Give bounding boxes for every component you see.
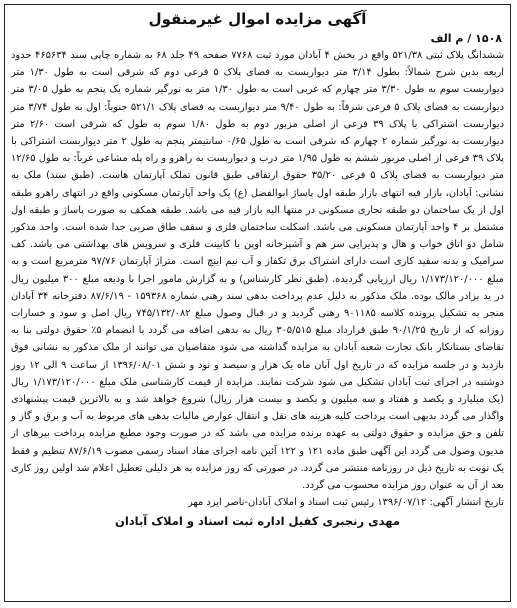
signature-line: مهدی رنجبری کفیل اداره ثبت اسناد و املاک آبادان	[115, 514, 400, 529]
publication-date-line: تاریخ انتشار آگهی: ۱۳۹۶/۰۷/۱۲ رئیس ثبت اسناد و املاک آبادان-ناصر ایزد مهر	[187, 497, 504, 509]
notice-title: آگهی مزایده اموال غیرمنقول	[148, 10, 367, 28]
notice-frame	[4, 4, 511, 602]
notice-body: ششدانگ پلاک ثبتی ۵۲۱/۳۸ واقع در بخش ۴ آبادان مورد ثبت ۷۷۶۸ صفحه ۴۹ جلد ۶۸ به شماره چاپی سند ۴۶۵۶۳۴ حدود اربعه بدین شرح شمالاً: بطول ۳/۱۴ متر دیواربست به فضای پلاک ۵ فرعی دوم که شرقی است به طول ۱/۳۰ متر دیواربست سوم به طول ۳/۳۰ متر چهارم که غربی است به طول ۱/۳۰ متر به نورگیر شماره یک پنجم به طول ۳/۰۵ متر دیواربست به فضای پلاک ۵ فرعی شرقاً: به طول ۹/۴۰ متر دیواربست به فضای پلاک ۵۲۱/۱ جنوباً: اول به طول ۳/۷۴ متر دیواربست اشتراکی با پلاک ۳۹ فرعی از اصلی مزبور دوم به طول ۱/۸۰ سوم به طول که شرقی است ۲/۶۰ متر دیواربست به نورگیر شماره ۲ چهارم که شرقی است به طول ۰/۶۵ سانتیمتر پنجم به طول ۲ متر دیواربست اشتراکی با پلاک ۳۹ فرعی از اصلی مزبور ششم به طول ۱/۹۵ متر درب و دیواربست به راهرو و راه پله مشاعی غرباً: به طول ۱۲/۶۵ متر دیواربست به فضای پلاک ۵ فرعی ۳۵/۲۰ حقوق ارتفاقی طبق قانون تملک آپارتمان هاست. (طبق سند) ملک به نشانی: آبادان، بازار فیه انتهای بازار طبقه اول پاساژ ابوالفضل (ع) یک واحد آپارتمان مسکونی واقع در انتهای راهرو طبقه اول از یک ساختمان دو طبقه تجاری مسکونی در منتها الیه بازار فیه می باشد. طبقه همکف به صورت پاساژ و طبقه اول مشتمل بر ۴ واحد آپارتمان مسکونی می باشد. اسکلت ساختمان فلزی و سقف طاق ضربی جدا شده است. واحد مذکور شامل دو اتاق خواب و هال و پذیرایی سر هم و آشپزخانه اوپن با کابینت فلزی و سرویس های بهداشتی می باشد. کف سرامیک و بدنه سفید کاری است دارای اشتراک برق تکفاز و آب نیم اینچ است. متراژ آپارتمان ۹۷/۷۶ مترمربع است و به مبلغ ۱/۱۷۳/۱۲۰/۰۰۰ ریال ارزیابی گردیده. (طبق نظر کارشناس) و به گزارش مامور اجرا با ودیعه مبلغ ۳۰۰ میلیون ریال در ید بزادر مالک بوده. ملک مذکور به دلیل عدم پرداخت بدهی سند رهنی شماره ۱۵۹۳۶۸ - ۸۷/۶/۱۹ دفترخانه ۳۴ آبادان منجر به تشکیل پرونده کلاسه ۹۰۱۱۸۵ رهنی گردید و در قبال وصول مبلغ ۷۴۵/۱۳۲/۰۸۲ ریال اصل و سود و خسارات روزانه که از تاریخ ۹۰/۱/۲۵ طبق قرارداد مبلغ ۳۰۵/۵۱۵ ریال به بدهی اضافه می گردد با انضمام ۵٪ حقوق دولتی بنا به تقاضای بستانکار بانک تجارت شعبه آبادان به مزایده گذاشته می شود متقاضیان می توانند از ملک مذکور به نشانی فوق بازدید و در جلسه مزایده که در تاریخ اول آبان ماه یک هزار و سیصد و نود و شش ۱۳۹۶/۰۸/۰۱ از ساعت ۹ الی ۱۲ روز دوشنبه در اجرای ثبت آبادان تشکیل می شود شرکت نمایند. مزایده از قیمت کارشناسی ملک مبلغ ۱/۱۷۳/۱۲۰/۰۰۰ ریال (یک میلیارد و یکصد و هفتاد و سه میلیون و یکصد و بیست هزار ریال) شروع خواهد شد و به بالاترین قیمت پیشنهادی واگذار می گردد بدیهی است پرداخت کلیه هزینه های نقل و انتقال عوارض مالیات بدهی های مربوط به آب و برق و گاز و تلفن و حق مزایده و حقوق دولتی به عهده برنده مزایده می باشد که در صورت وجود مطبع مزایده پرداخت بیرهای از مدیون وصول می گردد این آگهی طبق ماده ۱۲۱ و ۱۲۲ آئین نامه اجرای مفاد اسناد رسمی مصوب ۸۷/۶/۱۹ تنظیم و فقط یک نوبت به تاریخ ذیل در روزنامه منتشر می گردد. در صورتی که روز مزایده به هر دلیلی تعطیل اعلام شد اولین روز کاری بعد از آن به عنوان روز مزایده محسوب می گردد.	[11, 50, 505, 492]
reference-number: ۱۵۰۸ / م الف	[430, 32, 502, 45]
